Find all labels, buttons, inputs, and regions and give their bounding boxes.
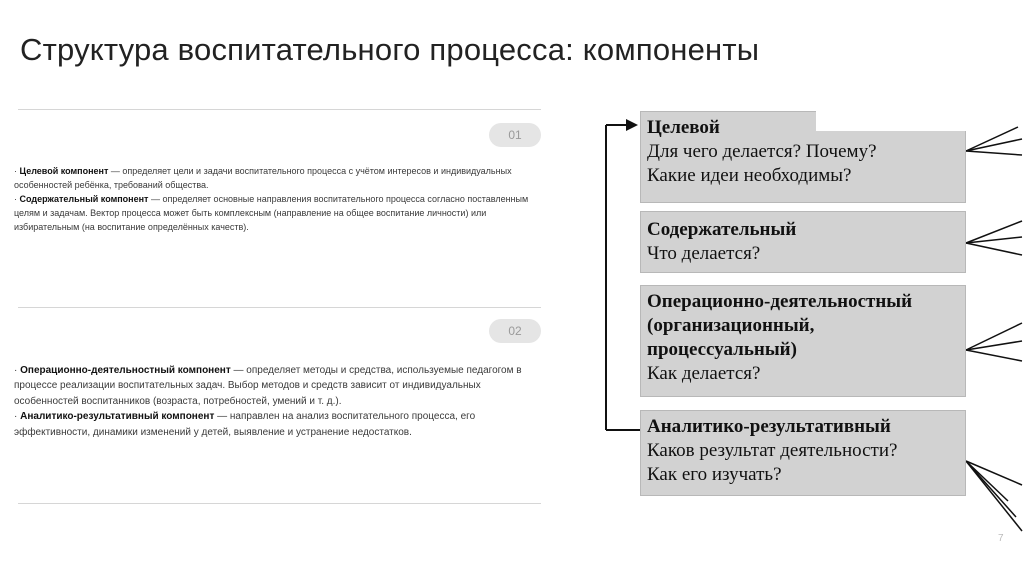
- box-notch: [816, 105, 968, 131]
- page-number: 7: [998, 533, 1004, 544]
- list-item: · Аналитико-результативный компонент — направлен на анализ воспитательного процесса, его эффективности, динамики изменений у детей, выявление и устранение недостатков.: [14, 411, 476, 438]
- box-text: Каков результат деятельности?: [647, 440, 898, 461]
- slide-title: Структура воспитательного процесса: компоненты: [20, 32, 760, 67]
- components-diagram: [598, 105, 1024, 549]
- divider: [18, 109, 541, 110]
- box-text: Что делается?: [647, 243, 761, 264]
- list-item: · Операционно-деятельностный компонент — определяет методы и средства, используемые педагогом в процессе реализации воспитательных задач. Выбор методов и средств зависит от индивидуальных особенностей воспитанников (возраста, потребностей, умений и т. д.).: [14, 365, 522, 407]
- box-heading: процессуальный): [647, 339, 797, 360]
- component-box-operational: [640, 285, 966, 397]
- divider: [18, 503, 541, 504]
- box-heading: Операционно-деятельностный: [647, 291, 913, 312]
- box-text: Для чего делается? Почему?: [647, 141, 877, 162]
- arrow-head-icon: [626, 119, 638, 131]
- divider: [18, 307, 541, 308]
- fan-lines-2: [966, 221, 1022, 255]
- section-text-01: [14, 164, 538, 234]
- section-text-02: [14, 363, 538, 440]
- box-text: Какие идеи необходимы?: [647, 165, 852, 186]
- list-item: · Содержательный компонент — определяет основные направления воспитательного процесса согласно поставленным целям и задачам. Вектор процесса может быть комплексным (направление на общее воспитание личности) или избирательным (на воспитание определённых качеств).: [14, 194, 529, 232]
- section-badge-02: 02: [489, 319, 541, 343]
- box-text: Как делается?: [647, 363, 761, 384]
- component-box-analytic: [640, 410, 966, 496]
- fan-lines-1: [966, 127, 1022, 155]
- component-box-content: [640, 211, 966, 273]
- box-text: Как его изучать?: [647, 464, 782, 485]
- box-heading: Содержательный: [647, 219, 797, 240]
- box-heading: Целевой: [647, 117, 720, 138]
- box-heading: Аналитико-результативный: [647, 416, 891, 437]
- list-item: · Целевой компонент — определяет цели и задачи воспитательного процесса с учётом интересов и индивидуальных особенностей ребёнка, требований общества.: [14, 166, 512, 190]
- fan-lines-4: [966, 461, 1022, 531]
- box-heading: (организационный,: [647, 315, 815, 336]
- section-badge-01: 01: [489, 123, 541, 147]
- fan-lines-3: [966, 323, 1022, 361]
